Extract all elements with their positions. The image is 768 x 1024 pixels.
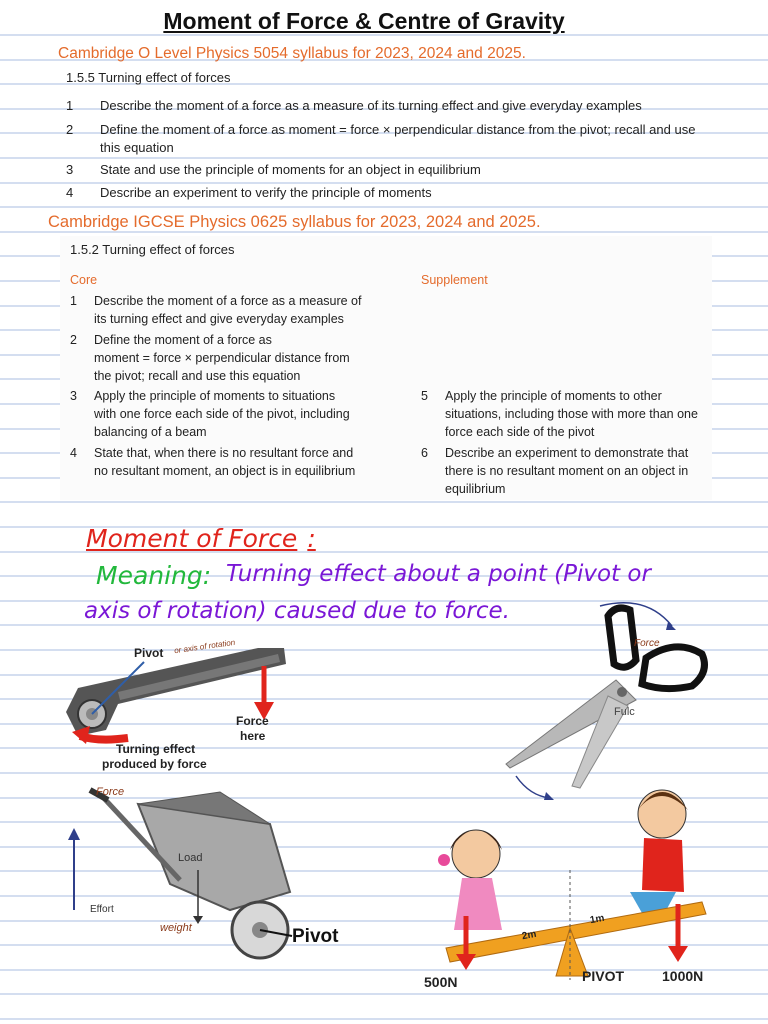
core-item-4: 4 State that, when there is no resultant force and no resultant moment, an object is in equilibrium: [70, 446, 356, 478]
wheelbarrow-force-label: Force: [96, 786, 125, 798]
olevel-item-1: 1 Describe the moment of a force as a measure of its turning effect and give everyday examples: [66, 98, 642, 113]
wheelbarrow-weight-label: weight: [160, 922, 192, 934]
spanner-figure: [58, 637, 308, 780]
meaning-label: Meaning:: [96, 561, 212, 590]
wheelbarrow-pivot-label: Pivot: [292, 926, 339, 947]
olevel-item-4: 4 Describe an experiment to verify the principle of moments: [66, 185, 432, 200]
supplement-item-5: 5 Apply the principle of moments to other situations, including those with more than one force each side of the pivot: [421, 389, 698, 439]
seesaw-figure: [410, 780, 730, 990]
seesaw-left-force-label: 500N: [424, 974, 458, 990]
seesaw-pivot-label: PIVOT: [582, 968, 625, 984]
spanner-axis-label: or axis of rotation: [173, 637, 236, 656]
seesaw-right-force-label: 1000N: [662, 968, 704, 984]
core-item-1: 1 Describe the moment of a force as a measure of its turning effect and give everyday examples: [70, 294, 362, 326]
seesaw-drawing: [410, 780, 730, 990]
supplement-item-6: 6 Describe an experiment to demonstrate that there is no resultant moment on an object in equilibrium: [421, 446, 689, 496]
olevel-heading: Cambridge O Level Physics 5054 syllabus for 2023, 2024 and 2025.: [58, 45, 526, 62]
scissors-force-label: Force: [634, 638, 660, 649]
olevel-item-2: 2 Define the moment of a force as moment = force × perpendicular distance from the pivot; recall and use this equation: [66, 122, 696, 155]
spanner-force-label: Force: [236, 714, 269, 728]
supplement-label: Supplement: [421, 273, 488, 287]
olevel-section: 1.5.5 Turning effect of forces: [66, 70, 231, 85]
core-label: Core: [70, 273, 98, 287]
spanner-here-label: here: [240, 729, 266, 743]
spanner-pivot-label: Pivot: [134, 646, 164, 660]
scissors-drawing: [496, 600, 736, 800]
igcse-section: 1.5.2 Turning effect of forces: [70, 242, 235, 257]
olevel-item-3: 3 State and use the principle of moments for an object in equilibrium: [66, 162, 481, 177]
core-item-2: 2 Define the moment of a force as moment = force × perpendicular distance from the pivot; recall and use this equation: [70, 333, 350, 383]
igcse-heading: Cambridge IGCSE Physics 0625 syllabus for 2023, 2024 and 2025.: [48, 213, 541, 231]
seesaw-right-distance: 1m: [589, 912, 606, 927]
spanner-turning-label: Turning effect: [116, 742, 196, 756]
notes-heading: Moment of Force :: [86, 524, 316, 553]
wheelbarrow-load-label: Load: [178, 852, 203, 864]
wheelbarrow-figure: [60, 780, 360, 960]
page-title: Moment of Force & Centre of Gravity: [163, 8, 565, 34]
seesaw-left-distance: 2m: [521, 928, 538, 943]
scissors-fulcrum-label: Fulc: [614, 706, 635, 718]
meaning-text-line2: axis of rotation) caused due to force.: [84, 598, 510, 624]
wheelbarrow-effort-label: Effort: [90, 904, 114, 915]
meaning-text: Turning effect about a point (Pivot or: [226, 561, 651, 587]
core-item-3: 3 Apply the principle of moments to situations with one force each side of the pivot, including balancing of a beam: [70, 389, 350, 439]
spanner-produced-label: produced by force: [102, 757, 207, 771]
scissors-figure: [496, 600, 736, 800]
